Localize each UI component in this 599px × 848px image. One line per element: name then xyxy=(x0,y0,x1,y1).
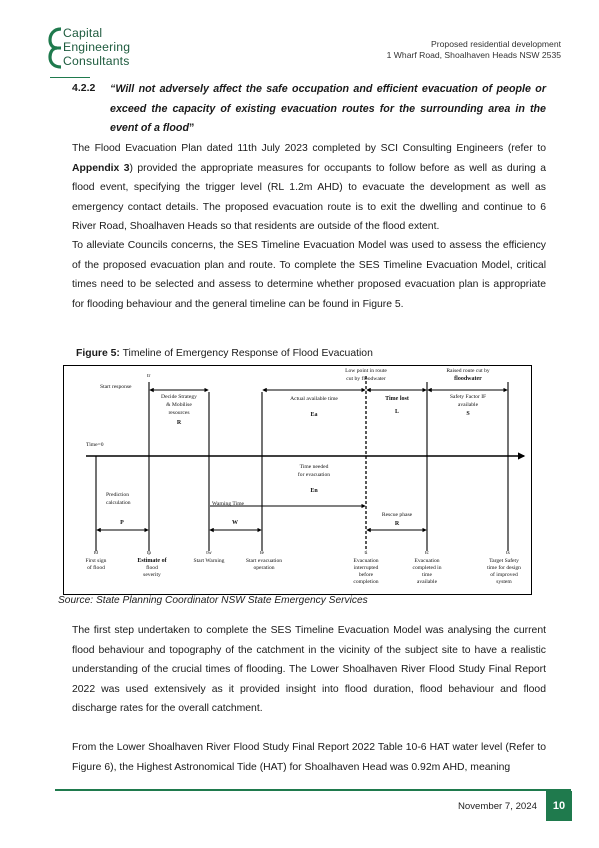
logo-line-1: Capital xyxy=(63,26,103,40)
p1-text-a: The Flood Evacuation Plan dated 11th July 2023 completed by SCI Consulting Engineers (refer to xyxy=(72,143,546,154)
paragraph-flood-evacuation-plan xyxy=(72,139,546,237)
bottom-estimate-1: Estimate of xyxy=(137,558,167,564)
label-time-needed-1: Time needed xyxy=(299,464,329,470)
timeline-svg xyxy=(64,366,531,594)
label-safety-1: Safety Factor IF xyxy=(449,394,487,400)
label-ts: ts xyxy=(506,550,510,556)
label-low-point-2: cut by floodwater xyxy=(346,376,386,382)
footer-date: November 7, 2024 xyxy=(458,801,537,812)
paragraph-flood-study: The first step undertaken to complete the SES Timeline Evacuation Model was analysing the current flood behaviour and topography of the catchment in the vicinity of the subject site to have a realistic understanding of the crucial times of flooding. The Lower Shoalhaven River Flood Study Final Report 2022 was used extensively as it provided insight into flood duration, flood behaviour and flood discharge rates for the overall catchment. xyxy=(72,625,546,714)
label-time-lost: Time lost xyxy=(385,396,409,402)
label-decide-3: resources xyxy=(168,410,190,416)
logo-line-3: Consultants xyxy=(63,54,130,68)
project-address: 1 Wharf Road, Shoalhaven Heads NSW 2535 xyxy=(386,49,561,60)
bottom-estimate-2: flood xyxy=(146,565,158,571)
figure-caption-text: Timeline of Emergency Response of Flood Evacuation xyxy=(119,348,373,359)
footer-rule xyxy=(55,789,571,791)
figure-source: Source: State Planning Coordinator NSW State Emergency Services xyxy=(58,595,368,606)
label-prediction-1: Prediction xyxy=(106,492,129,498)
bottom-start-evac-1: Start evacuation xyxy=(245,558,283,564)
label-prediction-2: calculation xyxy=(106,500,131,506)
bottom-completed-2: completed in xyxy=(412,565,442,571)
bottom-interrupted-4: completion xyxy=(353,579,379,585)
label-safety-2: available xyxy=(457,402,479,408)
label-w: W xyxy=(232,520,238,526)
company-logo xyxy=(48,26,158,72)
page-number: 10 xyxy=(546,791,572,821)
label-actual-time: Actual available time xyxy=(290,396,338,402)
bottom-start-warning: Start Warning xyxy=(193,558,225,564)
bottom-target-3: of improved xyxy=(490,572,518,578)
bottom-interrupted-2: interrupted xyxy=(353,565,379,571)
label-ti: ti xyxy=(364,550,368,556)
figure-caption xyxy=(76,348,373,359)
label-r: R xyxy=(394,521,400,527)
p1-text-b: ) provided the appropriate measures for occupants to follow before as well as during a flood event, specifying the trigger level (RL 1.2m AHD) to evacuate the development as well as emergency contact details. The proposed evacuation route is to exit the dwelling and continue to 6 River Road, Shoalhaven Heads so that residents are outside of the flood extent. xyxy=(72,162,546,232)
label-tw: tw xyxy=(206,550,212,556)
appendix-reference: Appendix 3 xyxy=(72,162,130,174)
label-time-zero: Time=0 xyxy=(86,442,104,448)
bottom-interrupted-3: before xyxy=(358,572,374,578)
label-te: te xyxy=(259,550,265,556)
bottom-start-evac-2: operation xyxy=(253,565,275,571)
label-raised-route: Raised route cut by xyxy=(446,368,490,374)
label-tr: tr xyxy=(147,373,151,379)
evacuation-timeline-diagram xyxy=(63,365,532,595)
label-floodwater: floodwater xyxy=(454,376,482,382)
label-ea: Ea xyxy=(310,412,318,418)
label-tp: tp xyxy=(146,550,152,556)
label-low-point-1: Low point in route xyxy=(345,368,387,374)
section-title-text: “Will not adversely affect the safe occupation and efficient evacuation of people or exceed the capacity of existing evacuation routes for the surrounding area in the event of a flood xyxy=(110,83,546,134)
bottom-first-sign-2: of flood xyxy=(87,565,105,571)
label-en: En xyxy=(310,488,318,494)
bottom-target-1: Target Safety xyxy=(489,558,519,564)
section-number: 4.2.2 xyxy=(72,82,96,94)
label-t0: t0 xyxy=(93,550,99,556)
paragraph-ses-model: To alleviate Councils concerns, the SES Timeline Evacuation Model was used to assess the efficiency of the proposed evacuation plan and route. To complete the SES Timeline Evacuation Model, critical times need to be selected and assess to determine whether proposed evacuation plan is appropriate for flooding behaviour and the general timeline can be found in Figure 5. xyxy=(72,240,546,310)
label-decide-1: Decide Strategy xyxy=(161,394,197,400)
section-title-close-quote: ” xyxy=(188,122,195,134)
label-l: L xyxy=(394,409,400,415)
bottom-target-4: system xyxy=(496,579,512,585)
label-r-code: R xyxy=(176,420,182,426)
label-tc: tc xyxy=(424,550,430,556)
bottom-target-2: time for design xyxy=(487,565,521,571)
figure-label: Figure 5: xyxy=(76,348,120,359)
bottom-first-sign-1: First sign xyxy=(85,558,107,564)
bottom-interrupted-1: Evacuation xyxy=(353,558,379,564)
label-rescue-phase: Rescue phase xyxy=(381,512,413,518)
logo-underline xyxy=(50,77,90,78)
logo-line-2: Engineering xyxy=(63,40,131,54)
label-s: S xyxy=(466,411,470,417)
section-title xyxy=(110,80,546,139)
label-time-needed-2: for evacuation xyxy=(297,472,331,478)
label-decide-2: & Mobilise xyxy=(166,402,192,408)
label-start-response: Start response xyxy=(100,384,132,390)
label-p: P xyxy=(120,520,124,526)
bottom-completed-4: available xyxy=(416,579,438,585)
bottom-estimate-3: severity xyxy=(143,572,161,578)
label-warning-time: Warning Time xyxy=(212,501,245,507)
header-project-info xyxy=(387,39,561,60)
bottom-completed-3: time xyxy=(422,572,432,578)
project-title: Proposed residential development xyxy=(431,39,561,49)
logo-mark-icon xyxy=(48,26,64,70)
bottom-completed-1: Evacuation xyxy=(414,558,440,564)
paragraph-hat-level: From the Lower Shoalhaven River Flood Study Final Report 2022 Table 10-6 HAT water level (Refer to Figure 6), the Highest Astronomical Tide (HAT) for Shoalhaven Head was 0.92m AHD, meaning xyxy=(72,742,546,773)
